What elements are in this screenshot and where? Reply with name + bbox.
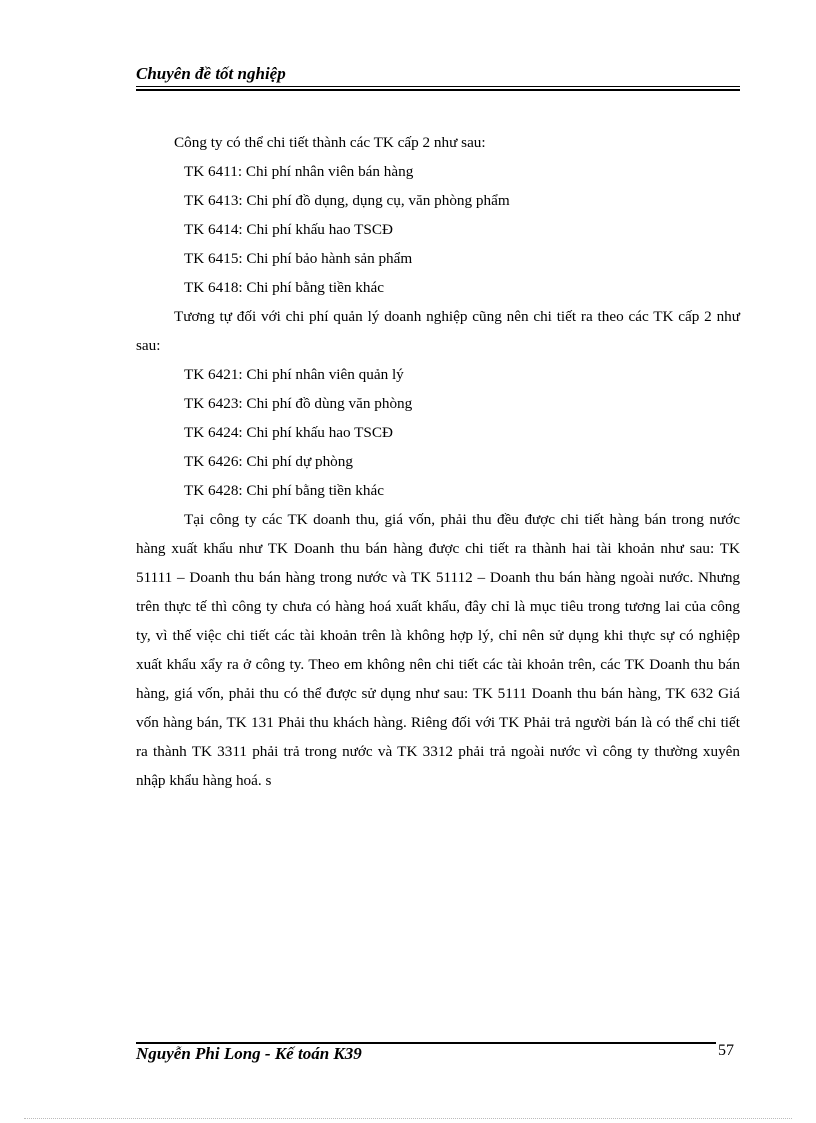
list-item-account-6426: TK 6426: Chi phí dự phòng <box>184 453 353 470</box>
list-item-account-6424: TK 6424: Chi phí khấu hao TSCĐ <box>184 424 393 441</box>
header-rule-thick <box>136 89 740 91</box>
document-body <box>136 128 740 795</box>
paragraph-intro-accounts: Công ty có thể chi tiết thành các TK cấp 2 như sau: <box>174 134 486 151</box>
list-item-account-6413: TK 6413: Chi phí đồ dụng, dụng cụ, văn phòng phẩm <box>184 192 510 209</box>
list-item-account-6411: TK 6411: Chi phí nhân viên bán hàng <box>184 163 414 180</box>
list-item-account-6428: TK 6428: Chi phí bằng tiền khác <box>184 482 384 499</box>
page-edge-dotted-line <box>24 1118 792 1119</box>
header-title: Chuyên đề tốt nghiệp <box>136 64 286 83</box>
paragraph-closing: Tại công ty các TK doanh thu, giá vốn, phải thu đều được chi tiết hàng bán trong nước hàng xuất khẩu như TK Doanh thu bán hàng được chi tiết ra thành hai tài khoản như sau: TK 51111 – Doanh thu bán hàng trong nước và TK 51112 – Doanh thu bán hàng ngoài nước. Nhưng trên thực tế thì công ty chưa có hàng hoá xuất khẩu, đây chỉ là mục tiêu trong tương lai của công ty, vì thế việc chi tiết các tài khoản trên là không hợp lý, chỉ nên sử dụng khi thực sự có nghiệp xuất khẩu xẩy ra ở công ty. Theo em không nên chi tiết các tài khoản trên, các TK Doanh thu bán hàng, giá vốn, phải thu có thể được sử dụng như sau: TK 5111 Doanh thu bán hàng, TK 632 Giá vốn hàng bán, TK 131 Phải thu khách hàng. Riêng đối với TK Phải trả người bán là có thể chi tiết ra thành TK 3311 phải trả trong nước và TK 3312 phải trả ngoài nước vì công ty thường xuyên nhập khẩu hàng hoá. s <box>136 511 740 789</box>
header-rule <box>136 86 740 87</box>
paragraph-admin-intro: Tương tự đối với chi phí quản lý doanh nghiệp cũng nên chi tiết ra theo các TK cấp 2 như sau: <box>136 308 740 354</box>
list-item-account-6423: TK 6423: Chi phí đồ dùng văn phòng <box>184 395 413 412</box>
page-number: 57 <box>718 1042 734 1059</box>
list-item-account-6421: TK 6421: Chi phí nhân viên quản lý <box>184 366 404 383</box>
footer-author: Nguyễn Phi Long - Kế toán K39 <box>136 1044 362 1063</box>
list-item-account-6418: TK 6418: Chi phí bằng tiền khác <box>184 279 384 296</box>
list-item-account-6414: TK 6414: Chi phí khấu hao TSCĐ <box>184 221 393 238</box>
list-item-account-6415: TK 6415: Chi phí bảo hành sản phẩm <box>184 250 413 267</box>
